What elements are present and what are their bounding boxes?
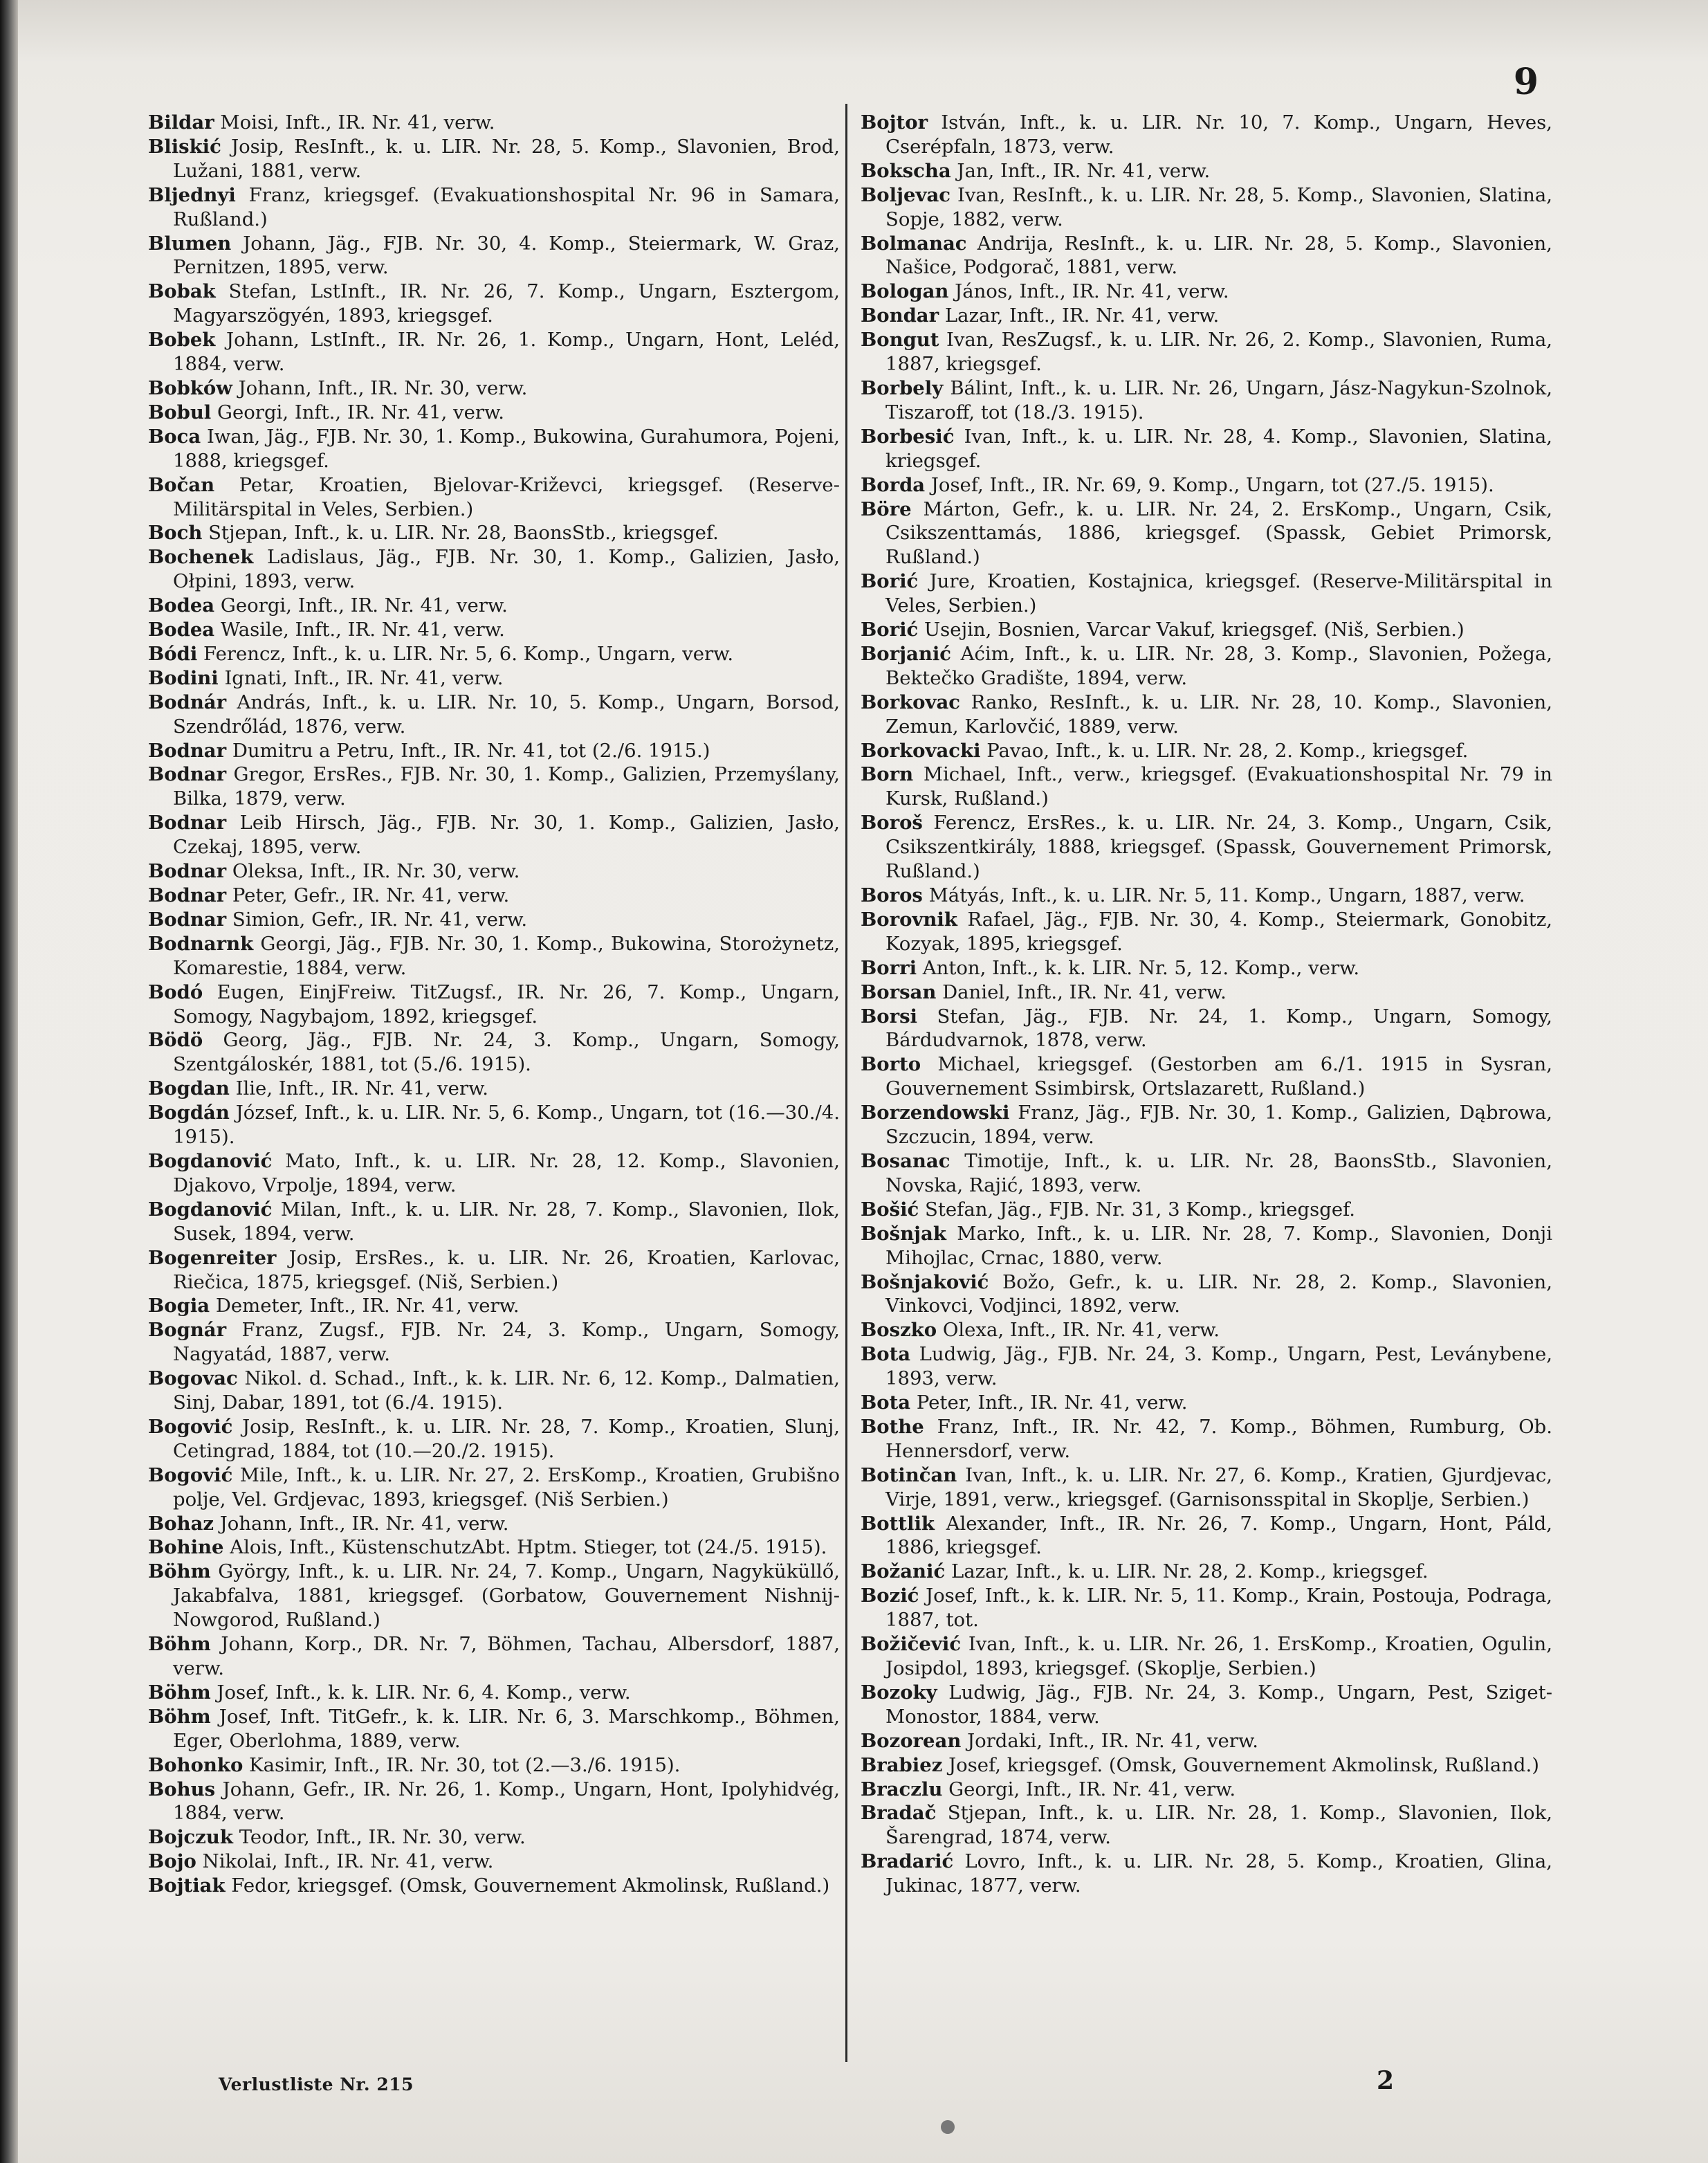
entry-details: Kasimir, Inft., IR. Nr. 30, tot (2.—3./6. 1915). — [243, 1753, 681, 1776]
entry-details: Josef, kriegsgef. (Omsk, Gouvernement Akmolinsk, Rußland.) — [942, 1753, 1540, 1776]
entry-surname: Bobek — [148, 329, 216, 352]
entry-surname: Bokscha — [861, 159, 951, 182]
list-entry — [148, 1753, 840, 1778]
entry-details: Franz, Jäg., FJB. Nr. 30, 1. Komp., Galizien, Dąbrowa, Szczucin, 1894, verw. — [885, 1102, 1552, 1149]
entry-surname: Blumen — [148, 232, 232, 255]
list-entry — [861, 569, 1552, 618]
entry-surname: Borsi — [861, 1005, 918, 1028]
entry-surname: Borjanić — [861, 642, 952, 665]
entry-surname: Bozoky — [861, 1681, 937, 1704]
list-label: Verlustliste Nr. 215 — [219, 2074, 414, 2094]
list-entry — [861, 763, 1552, 811]
list-entry — [148, 1028, 840, 1077]
entry-surname: Bodnár — [148, 691, 227, 713]
entry-details: Josef, Inft. TitGefr., k. k. LIR. Nr. 6, 3. Marschkomp., Böhmen, Eger, Oberlohma, 1889, verw. — [173, 1705, 840, 1752]
entry-details: Michael, Inft., verw., kriegsgef. (Evakuationshospital Nr. 79 in Kursk, Rußland.) — [885, 763, 1552, 810]
list-entry — [148, 618, 840, 642]
entry-surname: Bogdan — [148, 1077, 230, 1100]
entry-surname: Bodini — [148, 666, 219, 689]
entry-details: Georg, Jäg., FJB. Nr. 24, 3. Komp., Ungarn, Somogy, Szentgáloskér, 1881, tot (5./6. 1915). — [173, 1029, 840, 1076]
list-entry — [861, 183, 1552, 232]
entry-surname: Borkovac — [861, 691, 961, 713]
list-entry — [148, 666, 840, 691]
entry-details: Oleksa, Inft., IR. Nr. 30, verw. — [226, 860, 520, 883]
list-entry — [148, 1149, 840, 1198]
list-entry — [148, 1535, 840, 1560]
entry-details: Leib Hirsch, Jäg., FJB. Nr. 30, 1. Komp., Galizien, Jasło, Czekaj, 1895, verw. — [173, 812, 840, 859]
entry-surname: Böhm — [148, 1633, 211, 1656]
list-entry — [148, 425, 840, 473]
entry-details: Franz, Zugsf., FJB. Nr. 24, 3. Komp., Ungarn, Somogy, Nagyatád, 1887, verw. — [173, 1319, 840, 1366]
entry-details: Andrija, ResInft., k. u. LIR. Nr. 28, 5. Komp., Slavonien, Našice, Podgorač, 1881, verw. — [885, 232, 1552, 279]
list-entry — [148, 521, 840, 545]
entry-details: Eugen, EinjFreiw. TitZugsf., IR. Nr. 26, 7. Komp., Ungarn, Somogy, Nagybajom, 1892, kriegsgef. — [173, 980, 840, 1028]
list-entry — [148, 183, 840, 232]
entry-details: Alexander, Inft., IR. Nr. 26, 7. Komp., Ungarn, Hont, Páld, 1886, kriegsgef. — [885, 1512, 1552, 1559]
entry-surname: Borkovacki — [861, 739, 981, 762]
entry-surname: Böhm — [148, 1560, 211, 1583]
list-entry — [861, 328, 1552, 376]
entry-surname: Borzendowski — [861, 1102, 1010, 1124]
list-entry — [148, 763, 840, 811]
list-entry — [861, 1850, 1552, 1898]
entry-surname: Bota — [861, 1391, 911, 1414]
entry-details: Stjepan, Inft., k. u. LIR. Nr. 28, 1. Komp., Slavonien, Ilok, Šarengrad, 1874, verw. — [885, 1802, 1552, 1849]
entry-surname: Bosanac — [861, 1149, 951, 1172]
entry-details: András, Inft., k. u. LIR. Nr. 10, 5. Komp., Ungarn, Borsod, Szendrőlád, 1876, verw. — [173, 691, 840, 738]
entry-details: Rafael, Jäg., FJB. Nr. 30, 4. Komp., Steiermark, Gonobitz, Kozyak, 1895, kriegsgef. — [885, 908, 1552, 955]
list-entry — [148, 932, 840, 980]
list-entry — [861, 956, 1552, 980]
entry-surname: Bojtor — [861, 111, 928, 134]
list-entry — [861, 1560, 1552, 1584]
list-entry — [861, 1681, 1552, 1729]
entry-details: Georgi, Inft., IR. Nr. 41, verw. — [942, 1778, 1236, 1800]
entry-details: Johann, Inft., IR. Nr. 41, verw. — [214, 1512, 509, 1535]
entry-surname: Bohus — [148, 1778, 216, 1800]
entry-details: Nikolai, Inft., IR. Nr. 41, verw. — [196, 1850, 494, 1873]
entry-details: Stefan, Jäg., FJB. Nr. 31, 3 Komp., kriegsgef. — [919, 1198, 1356, 1221]
entry-surname: Boch — [148, 522, 203, 545]
entry-details: Franz, kriegsgef. (Evakuationshospital Nr. 96 in Samara, Rußland.) — [173, 183, 840, 230]
entry-details: Mile, Inft., k. u. LIR. Nr. 27, 2. ErsKomp., Kroatien, Grubišno polje, Vel. Grdjevac, 1893, kriegsgef. (Niš Serbien.) — [173, 1463, 840, 1511]
entry-surname: Borsan — [861, 980, 937, 1003]
entry-surname: Bobak — [148, 280, 216, 303]
right-column — [861, 111, 1552, 2076]
entry-details: Aćim, Inft., k. u. LIR. Nr. 28, 3. Komp., Slavonien, Požega, Bektečko Gradište, 1894, verw. — [885, 642, 1552, 689]
entry-details: Ferencz, Inft., k. u. LIR. Nr. 5, 6. Komp., Ungarn, verw. — [197, 642, 734, 665]
list-entry — [148, 1463, 840, 1512]
entry-surname: Bothe — [861, 1415, 924, 1438]
entry-surname: Bojtiak — [148, 1874, 226, 1897]
list-entry — [861, 811, 1552, 884]
list-entry — [148, 401, 840, 425]
entry-surname: Bošić — [861, 1198, 919, 1221]
list-entry — [148, 642, 840, 666]
entry-details: Lovro, Inft., k. u. LIR. Nr. 28, 5. Komp., Kroatien, Glina, Jukinac, 1877, verw. — [885, 1850, 1552, 1897]
entry-details: Johann, Korp., DR. Nr. 7, Böhmen, Tachau, Albersdorf, 1887, verw. — [173, 1633, 840, 1679]
list-entry — [861, 498, 1552, 570]
list-entry — [861, 1753, 1552, 1778]
list-entry — [861, 280, 1552, 304]
entry-details: Ivan, Inft., k. u. LIR. Nr. 26, 1. ErsKomp., Kroatien, Ogulin, Josipdol, 1893, kriegsgef. (Skoplje, Serbien.) — [885, 1633, 1552, 1679]
list-entry — [148, 1681, 840, 1705]
list-entry — [861, 1318, 1552, 1342]
list-entry — [148, 1705, 840, 1753]
entry-details: János, Inft., IR. Nr. 41, verw. — [948, 280, 1229, 303]
entry-details: Ivan, ResZugsf., k. u. LIR. Nr. 26, 2. Komp., Slavonien, Ruma, 1887, kriegsgef. — [885, 329, 1552, 376]
list-entry — [861, 1415, 1552, 1463]
list-entry — [861, 884, 1552, 908]
entry-details: Bálint, Inft., k. u. LIR. Nr. 26, Ungarn, Jász-Nagykun-Szolnok, Tiszaroff, tot (18./3. 1915). — [885, 376, 1552, 423]
entry-details: Franz, Inft., IR. Nr. 42, 7. Komp., Böhmen, Rumburg, Ob. Hennersdorf, verw. — [885, 1415, 1552, 1462]
list-entry — [861, 376, 1552, 425]
list-entry — [861, 642, 1552, 691]
entry-surname: Borri — [861, 956, 917, 979]
entry-details: Anton, Inft., k. k. LIR. Nr. 5, 12. Komp., verw. — [917, 956, 1360, 979]
list-entry — [148, 135, 840, 183]
list-entry — [148, 908, 840, 932]
list-entry — [861, 1801, 1552, 1850]
entry-surname: Boroš — [861, 812, 923, 834]
entry-details: Josip, ErsRes., k. u. LIR. Nr. 26, Kroatien, Karlovac, Riečica, 1875, kriegsgef. (Niš, Serbien.) — [173, 1246, 840, 1293]
entry-surname: Bošnjak — [861, 1222, 946, 1245]
entry-details: Ranko, ResInft., k. u. LIR. Nr. 28, 10. Komp., Slavonien, Zemun, Karlovčić, 1889, verw. — [885, 691, 1552, 738]
entry-surname: Bodea — [148, 619, 215, 641]
list-entry — [148, 111, 840, 135]
entry-surname: Bozorean — [861, 1729, 962, 1752]
entry-surname: Bolmanac — [861, 232, 967, 255]
list-entry — [861, 1632, 1552, 1681]
signature-mark: 2 — [1377, 2066, 1395, 2095]
list-entry — [861, 1198, 1552, 1222]
list-entry — [861, 618, 1552, 642]
list-entry — [861, 1101, 1552, 1149]
entry-surname: Bódi — [148, 642, 198, 665]
list-entry — [148, 1512, 840, 1536]
entry-details: Mato, Inft., k. u. LIR. Nr. 28, 12. Komp., Slavonien, Djakovo, Vrpolje, 1894, verw. — [173, 1149, 840, 1196]
list-entry — [148, 1874, 840, 1898]
entry-surname: Bodnarnk — [148, 932, 254, 955]
entry-details: Johann, LstInft., IR. Nr. 26, 1. Komp., Ungarn, Hont, Leléd, 1884, verw. — [173, 329, 840, 376]
list-entry — [148, 1198, 840, 1246]
entry-details: Ivan, Inft., k. u. LIR. Nr. 28, 4. Komp., Slavonien, Slatina, kriegsgef. — [885, 425, 1552, 472]
list-entry — [861, 1512, 1552, 1560]
page-binding-shadow — [0, 0, 18, 2163]
entry-details: Wasile, Inft., IR. Nr. 41, verw. — [214, 619, 505, 641]
entry-details: Milan, Inft., k. u. LIR. Nr. 28, 7. Komp., Slavonien, Ilok, Susek, 1894, verw. — [173, 1198, 840, 1245]
entry-details: Iwan, Jäg., FJB. Nr. 30, 1. Komp., Bukowina, Gurahumora, Pojeni, 1888, kriegsgef. — [173, 425, 840, 472]
list-entry — [861, 691, 1552, 739]
page-number: 9 — [1513, 61, 1539, 103]
entry-details: Josef, Inft., IR. Nr. 69, 9. Komp., Ungarn, tot (27./5. 1915). — [925, 473, 1494, 496]
list-entry — [148, 811, 840, 859]
list-entry — [861, 1391, 1552, 1415]
entry-details: Josip, ResInft., k. u. LIR. Nr. 28, 5. Komp., Slavonien, Brod, Lužani, 1881, verw. — [173, 135, 840, 182]
column-divider — [845, 104, 847, 2062]
left-column — [148, 111, 840, 2076]
list-entry — [861, 1584, 1552, 1632]
entry-details: Stefan, Jäg., FJB. Nr. 24, 1. Komp., Ungarn, Somogy, Bárdudvarnok, 1878, verw. — [885, 1005, 1552, 1052]
entry-surname: Bodnar — [148, 812, 227, 834]
list-entry — [148, 1077, 840, 1101]
entry-details: Božo, Gefr., k. u. LIR. Nr. 28, 2. Komp., Slavonien, Vinkovci, Vodjinci, 1892, verw. — [885, 1270, 1552, 1317]
entry-surname: Bologan — [861, 280, 949, 303]
entry-details: Georgi, Inft., IR. Nr. 41, verw. — [211, 401, 505, 423]
entry-surname: Borovnik — [861, 908, 957, 931]
list-entry — [861, 1222, 1552, 1270]
entry-surname: Böre — [861, 498, 912, 520]
entry-surname: Bildar — [148, 111, 214, 134]
list-entry — [861, 1052, 1552, 1101]
list-entry — [148, 328, 840, 376]
list-entry — [148, 980, 840, 1029]
list-entry — [148, 691, 840, 739]
list-entry — [148, 884, 840, 908]
entry-surname: Borić — [861, 570, 919, 593]
list-entry — [861, 304, 1552, 328]
entry-surname: Bljednyi — [148, 183, 236, 206]
list-entry — [861, 908, 1552, 956]
entry-details: Ivan, Inft., k. u. LIR. Nr. 27, 6. Komp., Kratien, Gjurdjevac, Virje, 1891, verw., kriegsgef. (Garnisonsspital in Skoplje, Serbien.) — [885, 1463, 1552, 1511]
entry-details: Márton, Gefr., k. u. LIR. Nr. 24, 2. ErsKomp., Ungarn, Csik, Csikszenttamás, 1886, kriegsgef. (Spassk, Gebiet Primorsk, Rußland.) — [885, 498, 1552, 569]
entry-surname: Borić — [861, 619, 919, 641]
entry-surname: Božanić — [861, 1560, 946, 1583]
list-entry — [148, 1101, 840, 1149]
entry-details: Lazar, Inft., IR. Nr. 41, verw. — [939, 304, 1220, 327]
list-entry — [861, 1778, 1552, 1802]
entry-surname: Boszko — [861, 1319, 937, 1342]
entry-surname: Bliskić — [148, 135, 221, 158]
entry-surname: Boca — [148, 425, 201, 448]
entry-surname: Bohonko — [148, 1753, 244, 1776]
list-entry — [148, 1825, 840, 1850]
list-entry — [148, 1294, 840, 1318]
entry-surname: Bošnjaković — [861, 1270, 989, 1293]
entry-details: Georgi, Jäg., FJB. Nr. 30, 1. Komp., Bukowina, Storożynetz, Komarestie, 1884, verw. — [173, 932, 840, 979]
entry-surname: Boljevac — [861, 183, 951, 206]
entry-details: Mátyás, Inft., k. u. LIR. Nr. 5, 11. Komp., Ungarn, 1887, verw. — [922, 884, 1525, 906]
entry-surname: Borbesić — [861, 425, 955, 448]
entry-surname: Böhm — [148, 1705, 211, 1728]
list-entry — [148, 1415, 840, 1463]
list-entry — [148, 1778, 840, 1826]
list-entry — [148, 545, 840, 594]
entry-details: Pavao, Inft., k. u. LIR. Nr. 28, 2. Komp., kriegsgef. — [980, 739, 1469, 762]
entry-surname: Böhm — [148, 1681, 211, 1704]
entry-surname: Bongut — [861, 329, 939, 352]
entry-details: Josef, Inft., k. k. LIR. Nr. 5, 11. Komp., Krain, Postouja, Podraga, 1887, tot. — [885, 1585, 1552, 1632]
list-entry — [861, 1149, 1552, 1198]
entry-surname: Borda — [861, 473, 926, 496]
entry-details: György, Inft., k. u. LIR. Nr. 24, 7. Komp., Ungarn, Nagyküküllő, Jakabfalva, 1881, kriegsgef. (Gorbatow, Gouvernement Nishnij-Nowgorod, Rußland.) — [173, 1560, 840, 1632]
entry-surname: Borbely — [861, 376, 944, 399]
entry-details: Ignati, Inft., IR. Nr. 41, verw. — [218, 666, 504, 689]
entry-details: Peter, Gefr., IR. Nr. 41, verw. — [226, 884, 510, 906]
entry-surname: Bognár — [148, 1319, 227, 1342]
entry-surname: Bodnar — [148, 908, 227, 931]
entry-surname: Bodnar — [148, 860, 227, 883]
entry-surname: Bozić — [861, 1585, 919, 1607]
list-entry — [148, 232, 840, 280]
list-entry — [148, 594, 840, 618]
entry-details: Jure, Kroatien, Kostajnica, kriegsgef. (Reserve-Militärspital in Veles, Serbien.) — [885, 570, 1552, 617]
entry-details: Olexa, Inft., IR. Nr. 41, verw. — [937, 1319, 1220, 1342]
entry-details: Ilie, Inft., IR. Nr. 41, verw. — [229, 1077, 489, 1100]
entry-details: Johann, Gefr., IR. Nr. 26, 1. Komp., Ungarn, Hont, Ipolyhidvég, 1884, verw. — [173, 1778, 840, 1825]
entry-details: Ludwig, Jäg., FJB. Nr. 24, 3. Komp., Ungarn, Pest, Sziget-Monostor, 1884, verw. — [885, 1681, 1552, 1728]
entry-surname: Bota — [861, 1343, 911, 1366]
entry-details: Jordaki, Inft., IR. Nr. 41, verw. — [961, 1729, 1258, 1752]
list-entry — [148, 1850, 840, 1874]
entry-surname: Bodnar — [148, 739, 227, 762]
list-entry — [148, 1367, 840, 1415]
entry-details: Josef, Inft., k. k. LIR. Nr. 6, 4. Komp., verw. — [210, 1681, 631, 1704]
list-entry — [861, 159, 1552, 183]
entry-details: Michael, kriegsgef. (Gestorben am 6./1. 1915 in Sysran, Gouvernement Ssimbirsk, Ortslazarett, Rußland.) — [885, 1053, 1552, 1100]
entry-details: Jan, Inft., IR. Nr. 41, verw. — [951, 159, 1211, 182]
entry-details: Alois, Inft., KüstenschutzAbt. Hptm. Stieger, tot (24./5. 1915). — [223, 1536, 827, 1559]
entry-surname: Bobków — [148, 376, 232, 399]
entry-details: Demeter, Inft., IR. Nr. 41, verw. — [210, 1295, 520, 1317]
entry-details: Daniel, Inft., IR. Nr. 41, verw. — [936, 980, 1227, 1003]
list-entry — [861, 111, 1552, 159]
entry-surname: Bochenek — [148, 546, 254, 569]
list-entry — [148, 280, 840, 328]
entry-surname: Bodó — [148, 980, 203, 1003]
entry-details: Marko, Inft., k. u. LIR. Nr. 28, 7. Komp., Slavonien, Donji Mihojlac, Crnac, 1880, verw. — [885, 1222, 1552, 1269]
entry-details: Peter, Inft., IR. Nr. 41, verw. — [910, 1391, 1188, 1414]
entry-surname: Bondar — [861, 304, 939, 327]
entry-details: Timotije, Inft., k. u. LIR. Nr. 28, BaonsStb., Slavonien, Novska, Rajić, 1893, verw. — [885, 1149, 1552, 1196]
entry-surname: Braczlu — [861, 1778, 943, 1800]
entry-surname: Bogović — [148, 1463, 233, 1486]
entry-surname: Bojo — [148, 1850, 196, 1873]
entry-surname: Bočan — [148, 473, 215, 496]
entry-surname: Bojczuk — [148, 1826, 233, 1849]
entry-surname: Bogdanović — [148, 1198, 273, 1221]
list-entry — [861, 1005, 1552, 1053]
entry-details: Simion, Gefr., IR. Nr. 41, verw. — [226, 908, 528, 931]
entry-details: Ladislaus, Jäg., FJB. Nr. 30, 1. Komp., Galizien, Jasło, Ołpini, 1893, verw. — [173, 546, 840, 593]
entry-details: Fedor, kriegsgef. (Omsk, Gouvernement Akmolinsk, Rußland.) — [225, 1874, 830, 1897]
list-entry — [148, 739, 840, 763]
entry-surname: Bottlik — [861, 1512, 935, 1535]
entry-surname: Bradač — [861, 1802, 937, 1825]
entry-details: István, Inft., k. u. LIR. Nr. 10, 7. Komp., Ungarn, Heves, Cserépfaln, 1873, verw. — [885, 111, 1552, 158]
entry-surname: Bödö — [148, 1029, 203, 1052]
entry-surname: Bradarić — [861, 1850, 954, 1873]
list-entry — [861, 473, 1552, 498]
list-entry — [148, 1632, 840, 1681]
entry-surname: Bogdán — [148, 1102, 230, 1124]
entry-surname: Božičević — [861, 1633, 962, 1656]
entry-details: Josip, ResInft., k. u. LIR. Nr. 28, 7. Komp., Kroatien, Slunj, Cetingrad, 1884, tot (10.—20./2. 1915). — [173, 1415, 840, 1462]
entry-details: Usejin, Bosnien, Varcar Vakuf, kriegsgef. (Niš, Serbien.) — [918, 619, 1464, 641]
list-entry — [861, 425, 1552, 473]
entry-details: József, Inft., k. u. LIR. Nr. 5, 6. Komp., Ungarn, tot (16.—30./4. 1915). — [173, 1102, 840, 1149]
entry-surname: Bogdanović — [148, 1149, 273, 1172]
entry-surname: Bodnar — [148, 763, 227, 786]
list-entry — [861, 739, 1552, 763]
entry-details: Petar, Kroatien, Bjelovar-Križevci, kriegsgef. (Reserve-Militärspital in Veles, Serbien.) — [173, 473, 840, 520]
entry-details: Georgi, Inft., IR. Nr. 41, verw. — [214, 594, 508, 617]
entry-surname: Bogović — [148, 1415, 233, 1438]
entry-surname: Brabiez — [861, 1753, 943, 1776]
printer-dot-mark — [941, 2120, 955, 2134]
entry-details: Moisi, Inft., IR. Nr. 41, verw. — [214, 111, 495, 134]
entry-details: Johann, Inft., IR. Nr. 30, verw. — [232, 376, 528, 399]
list-entry — [861, 1342, 1552, 1391]
entry-surname: Botinčan — [861, 1463, 957, 1486]
list-entry — [148, 1318, 840, 1367]
entry-details: Ferencz, ErsRes., k. u. LIR. Nr. 24, 3. Komp., Ungarn, Csik, Csikszentkirály, 1888, kriegsgef. (Spassk, Gouvernement Primorsk, Rußland.) — [885, 812, 1552, 883]
entry-surname: Bohaz — [148, 1512, 214, 1535]
entry-surname: Bodea — [148, 594, 215, 617]
list-entry — [148, 376, 840, 401]
entry-details: Teodor, Inft., IR. Nr. 30, verw. — [232, 1826, 526, 1849]
entry-details: Ludwig, Jäg., FJB. Nr. 24, 3. Komp., Ungarn, Pest, Leványbene, 1893, verw. — [885, 1343, 1552, 1390]
list-entry — [861, 1270, 1552, 1319]
list-entry — [148, 1560, 840, 1632]
entry-surname: Bohine — [148, 1536, 224, 1559]
entry-surname: Bogovac — [148, 1367, 238, 1390]
entry-details: Dumitru a Petru, Inft., IR. Nr. 41, tot (2./6. 1915.) — [226, 739, 710, 762]
entry-details: Gregor, ErsRes., FJB. Nr. 30, 1. Komp., Galizien, Przemyślany, Bilka, 1879, verw. — [173, 763, 840, 810]
list-entry — [148, 859, 840, 884]
entry-surname: Bogia — [148, 1295, 210, 1317]
entry-surname: Borto — [861, 1053, 921, 1076]
entry-surname: Boros — [861, 884, 923, 906]
list-entry — [148, 473, 840, 522]
entry-details: Nikol. d. Schad., Inft., k. k. LIR. Nr. 6, 12. Komp., Dalmatien, Sinj, Dabar, 1891, tot (6./4. 1915). — [173, 1367, 840, 1414]
list-entry — [861, 1729, 1552, 1753]
list-entry — [148, 1246, 840, 1295]
entry-surname: Born — [861, 763, 914, 786]
list-entry — [861, 1463, 1552, 1512]
entry-details: Ivan, ResInft., k. u. LIR. Nr. 28, 5. Komp., Slavonien, Slatina, Sopje, 1882, verw. — [885, 183, 1552, 230]
entry-surname: Bodnar — [148, 884, 227, 906]
entry-details: Lazar, Inft., k. u. LIR. Nr. 28, 2. Komp., kriegsgef. — [945, 1560, 1429, 1583]
entry-details: Stjepan, Inft., k. u. LIR. Nr. 28, BaonsStb., kriegsgef. — [202, 522, 719, 545]
list-entry — [861, 232, 1552, 280]
list-entry — [861, 980, 1552, 1005]
entry-surname: Bobul — [148, 401, 212, 423]
entry-details: Stefan, LstInft., IR. Nr. 26, 7. Komp., Ungarn, Esztergom, Magyarszögyén, 1893, kriegsgef. — [173, 280, 840, 327]
entry-details: Johann, Jäg., FJB. Nr. 30, 4. Komp., Steiermark, W. Graz, Pernitzen, 1895, verw. — [173, 232, 840, 279]
entry-surname: Bogenreiter — [148, 1246, 277, 1269]
